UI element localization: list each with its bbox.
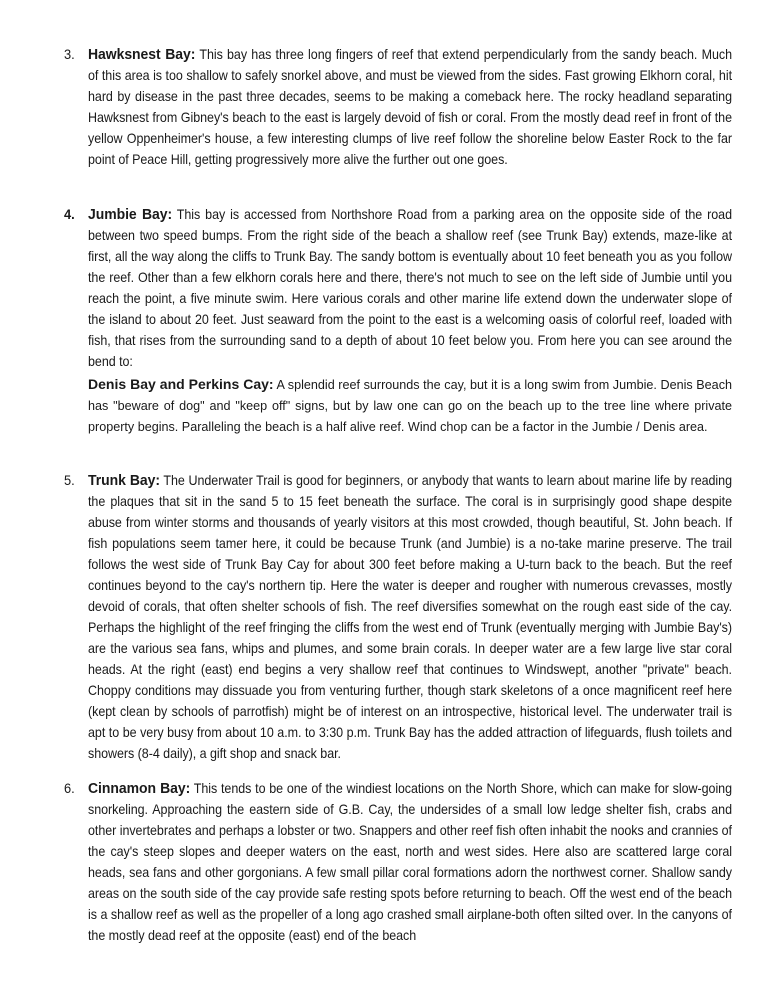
item-body	[88, 470, 732, 764]
item-number: 4.	[64, 206, 75, 222]
item-text: This bay is accessed from Northshore Road from a parking area on the opposite side of the road between two speed bumps. From the right side of the beach a shallow reef (see Trunk Bay) extends, maze-like at first, all the way along the cliffs to Trunk Bay. The sandy bottom is eventually about 10 feet beneath you as you follow the reef. Other than a few elkhorn corals here and there, there's not much to see on the left side of Jumbie until you reach the point, a five minute swim. Here various corals and other marine life extend down the underwater slope of the island to about 20 feet. Just seaward from the point to the east is a welcoming oasis of colorful reef, loaded with fish, that rises from the surrounding sand to a depth of about 10 feet below you. From here you can see around the bend to:	[88, 207, 732, 369]
item-number: 5.	[64, 472, 75, 488]
item-heading: Cinnamon Bay:	[88, 780, 191, 797]
item-number: 6.	[64, 780, 75, 796]
item-text: This tends to be one of the windiest locations on the North Shore, which can make for slow-going snorkeling. Approaching the eastern side of G.B. Cay, the undersides of a small low ledge shelter fish, crabs and other invertebrates and perhaps a lobster or two. Snappers and other reef fish often inhabit the nooks and crannies of the cay's steep slopes and deeper waters on the east, north and west sides. Here also are scattered large coral heads, sea fans and other gorgonians. A few small pillar coral formations adorn the northwest corner. Shallow sandy areas on the south side of the cay provide safe resting spots before returning to beach. Off the west end of the beach is a shallow reef as well as the propeller of a long ago crashed small airplane-both often silted over. In the canyons of the mostly dead reef at the opposite (east) end of the beach	[88, 781, 733, 943]
subsection-heading: Denis Bay and Perkins Cay:	[88, 376, 274, 392]
subsection-denis-bay	[88, 374, 732, 438]
item-text: This bay has three long fingers of reef that extend perpendicularly from the sandy beach. Much of this area is too shallow to safely snorkel above, and must be viewed from the sides. Fast growing Elkhorn coral, hit hard by disease in the past three decades, seems to be making a comeback here. The rocky headland separating Hawksnest from Gibney's beach to the east is largely devoid of fish or coral. From the mostly dead reef in front of the yellow Oppenheimer's house, a few interesting clumps of live reef follow the shoreline below Easter Rock to the far point of Peace Hill, getting progressively more alive the further out one goes.	[88, 47, 732, 167]
item-body	[88, 778, 732, 946]
item-number: 3.	[64, 46, 75, 62]
item-heading: Jumbie Bay:	[88, 206, 173, 223]
subsection-text: A splendid reef surrounds the cay, but it is a long swim from Jumbie. Denis Beach has "beware of dog" and "keep off" signs, but by law one can go on the beach up to the tree line where private property begins. Paralleling the beach is a half alive reef. Wind chop can be a factor in the Jumbie / Denis area.	[88, 378, 732, 434]
item-body	[88, 204, 732, 372]
item-heading: Hawksnest Bay:	[88, 46, 196, 63]
item-heading: Trunk Bay:	[88, 472, 160, 489]
item-text: The Underwater Trail is good for beginners, or anybody that wants to learn about marine life by reading the plaques that sit in the sand 5 to 15 feet beneath the surface. The coral is in surprisingly good shape despite abuse from winter storms and thousands of yearly visitors at this most crowded, though beautiful, St. John beach. If fish populations seem tamer here, it could be because Trunk (and Jumbie) is a no-take marine preserve. The trail follows the west side of Trunk Bay Cay for about 300 feet before making a U-turn back to the beach. But the reef continues beyond to the cay's northern tip. Here the water is deeper and rougher with numerous crevasses, mostly devoid of corals, that often shelter schools of fish. The reef diversifies somewhat on the rough east side of the cay. Perhaps the highlight of the reef fringing the cliffs from the west end of Trunk (eventually merging with Jumbie Bay's) are the various sea fans, whips and plumes, and some brain corals. In deeper water are a few large live star coral heads. At the right (east) end begins a very shallow reef that continues to Windswept, another "private" beach. Choppy conditions may dissuade you from venturing further, though stark skeletons of a once magnificent reef here (kept clean by schools of parrotfish) might be of interest on an introspective, historical level. The underwater trail is apt to be very busy from about 10 a.m. to 3:30 p.m. Trunk Bay has the added attraction of lifeguards, flush toilets and showers (8-4 daily), a gift shop and snack bar.	[88, 473, 732, 761]
item-body	[88, 44, 732, 170]
